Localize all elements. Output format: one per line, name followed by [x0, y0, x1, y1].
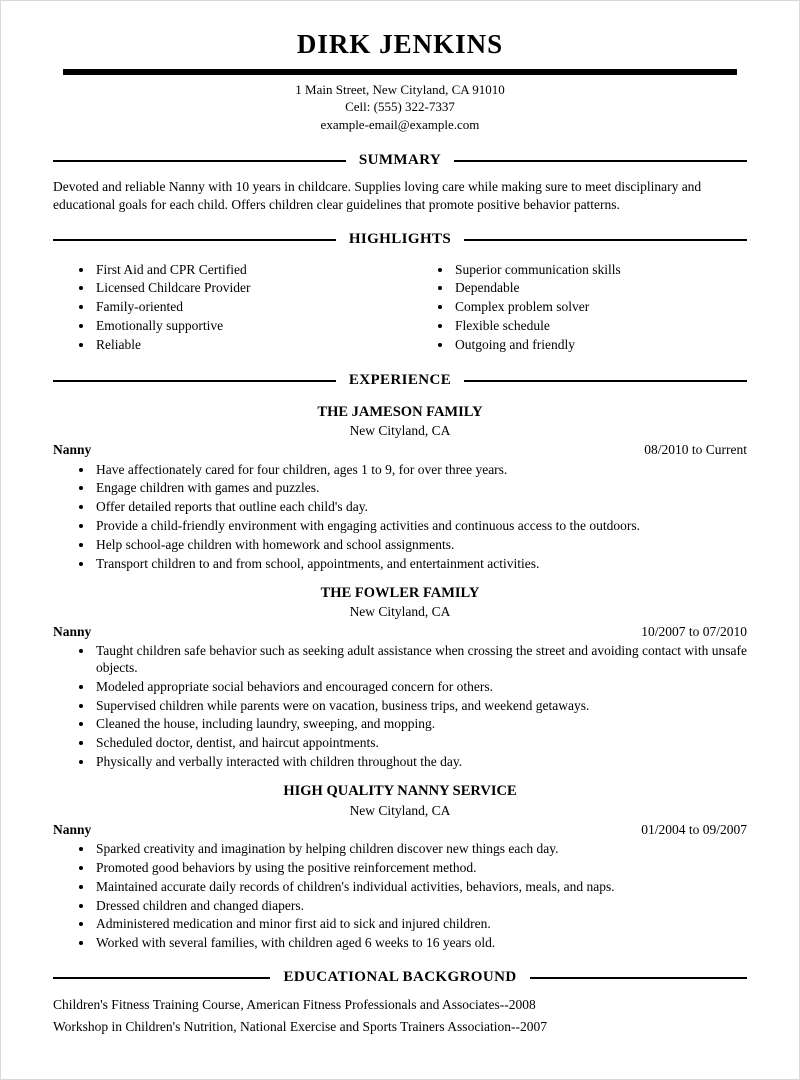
highlights-grid	[53, 257, 747, 354]
job-bullet-item: • Physically and verbally interacted with children throughout the day.	[94, 753, 747, 770]
job-company: THE FOWLER FAMILY	[320, 584, 480, 601]
name-heading: DIRK JENKINS	[296, 29, 504, 59]
heading-rule-right	[530, 977, 747, 979]
job-dates: 10/2007 to 07/2010	[641, 623, 747, 639]
highlight-item: • First Aid and CPR Certified	[94, 261, 388, 278]
highlight-item: • Complex problem solver	[453, 298, 747, 315]
job-entry	[53, 782, 747, 951]
education-list	[53, 996, 747, 1037]
job-bullet-item: • Supervised children while parents were on vacation, business trips, and weekend getaways.	[94, 697, 747, 714]
job-meta-row	[53, 623, 747, 640]
name-divider	[63, 69, 736, 75]
job-bullet-item: • Worked with several families, with children aged 6 weeks to 16 years old.	[94, 934, 747, 951]
job-bullet-item: • Cleaned the house, including laundry, sweeping, and mopping.	[94, 715, 747, 732]
job-role: Nanny	[53, 623, 92, 639]
job-bullet-item: • Transport children to and from school, appointments, and entertainment activities.	[94, 555, 747, 572]
job-location: New Cityland, CA	[349, 604, 451, 620]
job-bullet-item: • Taught children safe behavior such as seeking adult assistance when crossing the street and avoiding contact with unsafe objects.	[94, 642, 747, 677]
highlights-heading-label: HIGHLIGHTS	[348, 230, 452, 247]
job-bullets	[53, 461, 747, 572]
job-role: Nanny	[53, 442, 92, 458]
highlight-item: • Dependable	[453, 279, 747, 296]
highlights-right-list	[412, 259, 747, 354]
highlight-item: • Licensed Childcare Provider	[94, 279, 388, 296]
contact-info	[53, 82, 747, 135]
heading-rule-left	[53, 977, 270, 979]
highlight-item: • Flexible schedule	[453, 317, 747, 334]
heading-rule-right	[464, 239, 747, 241]
job-meta-row	[53, 441, 747, 458]
job-bullet-item: • Help school-age children with homework and school assignments.	[94, 536, 747, 553]
education-item: Children's Fitness Training Course, American Fitness Professionals and Associates--2008	[53, 996, 536, 1012]
job-entry	[53, 403, 747, 572]
heading-rule-right	[464, 380, 747, 382]
job-bullet-item: • Modeled appropriate social behaviors and encouraged concern for others.	[94, 678, 747, 695]
summary-heading-label: SUMMARY	[358, 152, 442, 169]
heading-rule-left	[53, 160, 346, 162]
highlight-item: • Reliable	[94, 336, 388, 353]
job-bullet-item: • Dressed children and changed diapers.	[94, 897, 747, 914]
job-company: HIGH QUALITY NANNY SERVICE	[283, 783, 517, 800]
email-line: example-email@example.com	[320, 117, 480, 133]
experience-heading-label: EXPERIENCE	[348, 372, 452, 389]
job-entry	[53, 584, 747, 770]
highlight-item: • Outgoing and friendly	[453, 336, 747, 353]
job-bullets	[53, 840, 747, 951]
education-heading-label: EDUCATIONAL BACKGROUND	[283, 969, 517, 986]
summary-text: Devoted and reliable Nanny with 10 years in childcare. Supplies loving care while making sure to meet disciplinary and educational goals for each child. Offers children clear guidelines that promote positive behavior patterns.	[53, 179, 702, 212]
job-bullet-item: • Engage children with games and puzzles.	[94, 479, 747, 496]
phone-line: Cell: (555) 322-7337	[345, 99, 455, 115]
heading-rule-right	[454, 160, 747, 162]
highlights-left-list	[53, 259, 388, 354]
highlight-item: • Superior communication skills	[453, 261, 747, 278]
job-location: New Cityland, CA	[349, 802, 451, 818]
highlights-heading	[53, 230, 747, 249]
job-location: New Cityland, CA	[349, 423, 451, 439]
heading-rule-left	[53, 239, 336, 241]
job-company: THE JAMESON FAMILY	[317, 403, 483, 420]
job-bullet-item: • Offer detailed reports that outline each child's day.	[94, 498, 747, 515]
education-item: Workshop in Children's Nutrition, National Exercise and Sports Trainers Association--2007	[53, 1018, 548, 1034]
job-bullet-item: • Scheduled doctor, dentist, and haircut appointments.	[94, 734, 747, 751]
job-bullet-item: • Have affectionately cared for four children, ages 1 to 9, for over three years.	[94, 461, 747, 478]
job-dates: 01/2004 to 09/2007	[641, 822, 747, 838]
job-bullet-item: • Provide a child-friendly environment with engaging activities and continuous access to the outdoors.	[94, 517, 747, 534]
summary-heading	[53, 151, 747, 170]
job-role: Nanny	[53, 822, 92, 838]
job-bullet-item: • Sparked creativity and imagination by helping children discover new things each day.	[94, 840, 747, 857]
job-bullets	[53, 642, 747, 770]
heading-rule-left	[53, 380, 336, 382]
job-bullet-item: • Maintained accurate daily records of children's individual activities, behaviors, meals, and naps.	[94, 878, 747, 895]
experience-heading	[53, 371, 747, 390]
job-meta-row	[53, 821, 747, 838]
highlight-item: • Family-oriented	[94, 298, 388, 315]
job-bullet-item: • Promoted good behaviors by using the positive reinforcement method.	[94, 859, 747, 876]
job-dates: 08/2010 to Current	[644, 442, 747, 458]
education-heading	[53, 968, 747, 987]
highlight-item: • Emotionally supportive	[94, 317, 388, 334]
job-bullet-item: • Administered medication and minor first aid to sick and injured children.	[94, 915, 747, 932]
address-line: 1 Main Street, New Cityland, CA 91010	[295, 81, 505, 97]
